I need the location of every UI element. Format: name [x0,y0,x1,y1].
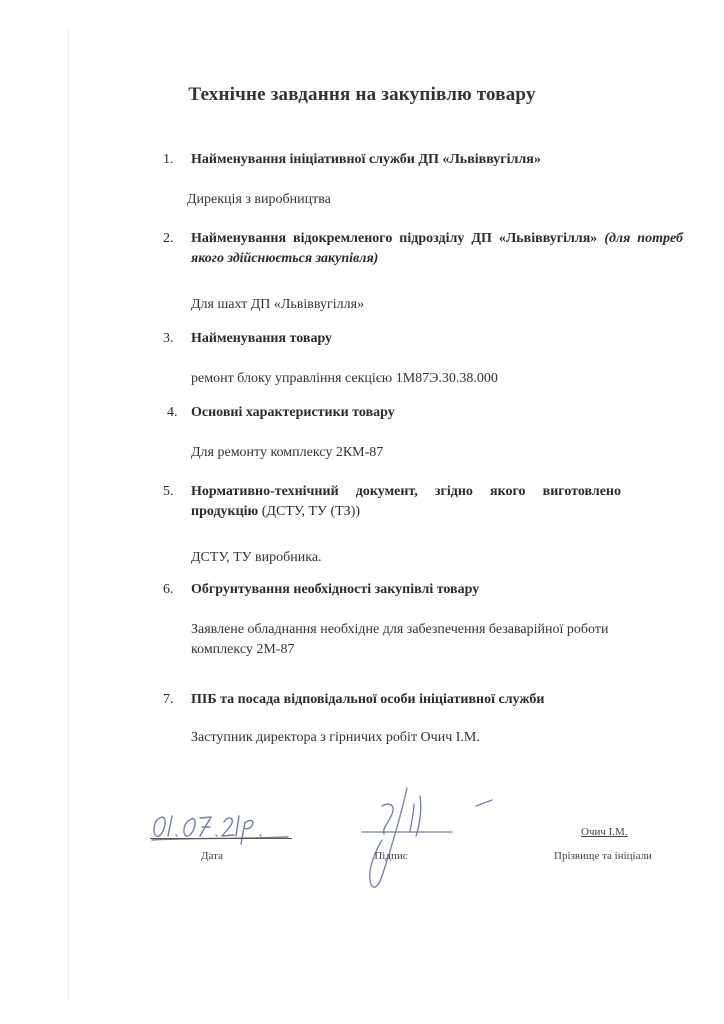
section-heading [163,329,683,349]
section-heading [163,482,683,522]
handwritten-date [148,806,298,846]
section-subdivision [163,229,683,315]
date-line [150,838,292,839]
section-number: 6. [163,582,174,597]
signatory-name: Очич І.М. [581,826,628,838]
section-number: 5. [163,484,174,499]
page-edge [68,30,69,1000]
section-value: Для ремонту комплексу 2КМ-87 [191,445,384,460]
section-title: Основні характеристики товару [191,405,395,420]
section-responsible-person [163,690,683,748]
section-title: Обгрунтування необхідності закупівлі товару [191,582,480,597]
section-number: 7. [163,692,174,707]
section-heading [167,403,687,423]
section-number: 3. [163,331,174,346]
section-title-note: (для потреб якого здійснюється закупівля) [191,231,684,266]
section-normative-document [163,482,683,568]
name-caption: Прізвище та ініціали [554,850,652,862]
section-number: 2. [163,231,174,246]
section-justification [163,580,683,660]
section-heading [163,229,683,269]
section-initiative-service [163,150,683,210]
signature-mark [352,780,502,900]
section-title: Найменування ініціативної служби ДП «Львіввугілля» [191,152,541,167]
section-value: ДСТУ, ТУ виробника. [191,550,322,565]
section-value: Заступник директора з гірничих робіт Очич І.М. [191,730,480,745]
date-caption: Дата [201,850,223,862]
section-title: Найменування товару [191,331,333,346]
section-heading [163,690,683,710]
signature-caption: Підпис [374,850,408,862]
section-title: ПІБ та посада відповідальної особи ініціативної служби [191,692,545,707]
section-number: 1. [163,152,174,167]
section-value: Дирекція з виробництва [187,192,331,207]
section-characteristics [167,403,687,463]
section-title: Найменування відокремленого підрозділу ДП «Львіввугілля» [191,231,598,246]
section-value: Для шахт ДП «Львіввугілля» [191,297,365,312]
document-title: Технічне завдання на закупівлю товару [188,84,536,105]
section-title-note: (ДСТУ, ТУ (ТЗ)) [261,504,361,519]
section-number: 4. [167,405,178,420]
section-heading [163,580,683,600]
section-product-name [163,329,683,389]
section-value: ремонт блоку управління секцією 1М87Э.30.38.000 [191,371,498,386]
section-title: Нормативно-технічний документ, згідно якого виготовлено продукцію [191,484,621,519]
section-heading [163,150,683,170]
section-value: Заявлене обладнання необхідне для забезпечення безаварійної роботи комплексу 2М-87 [191,622,609,657]
